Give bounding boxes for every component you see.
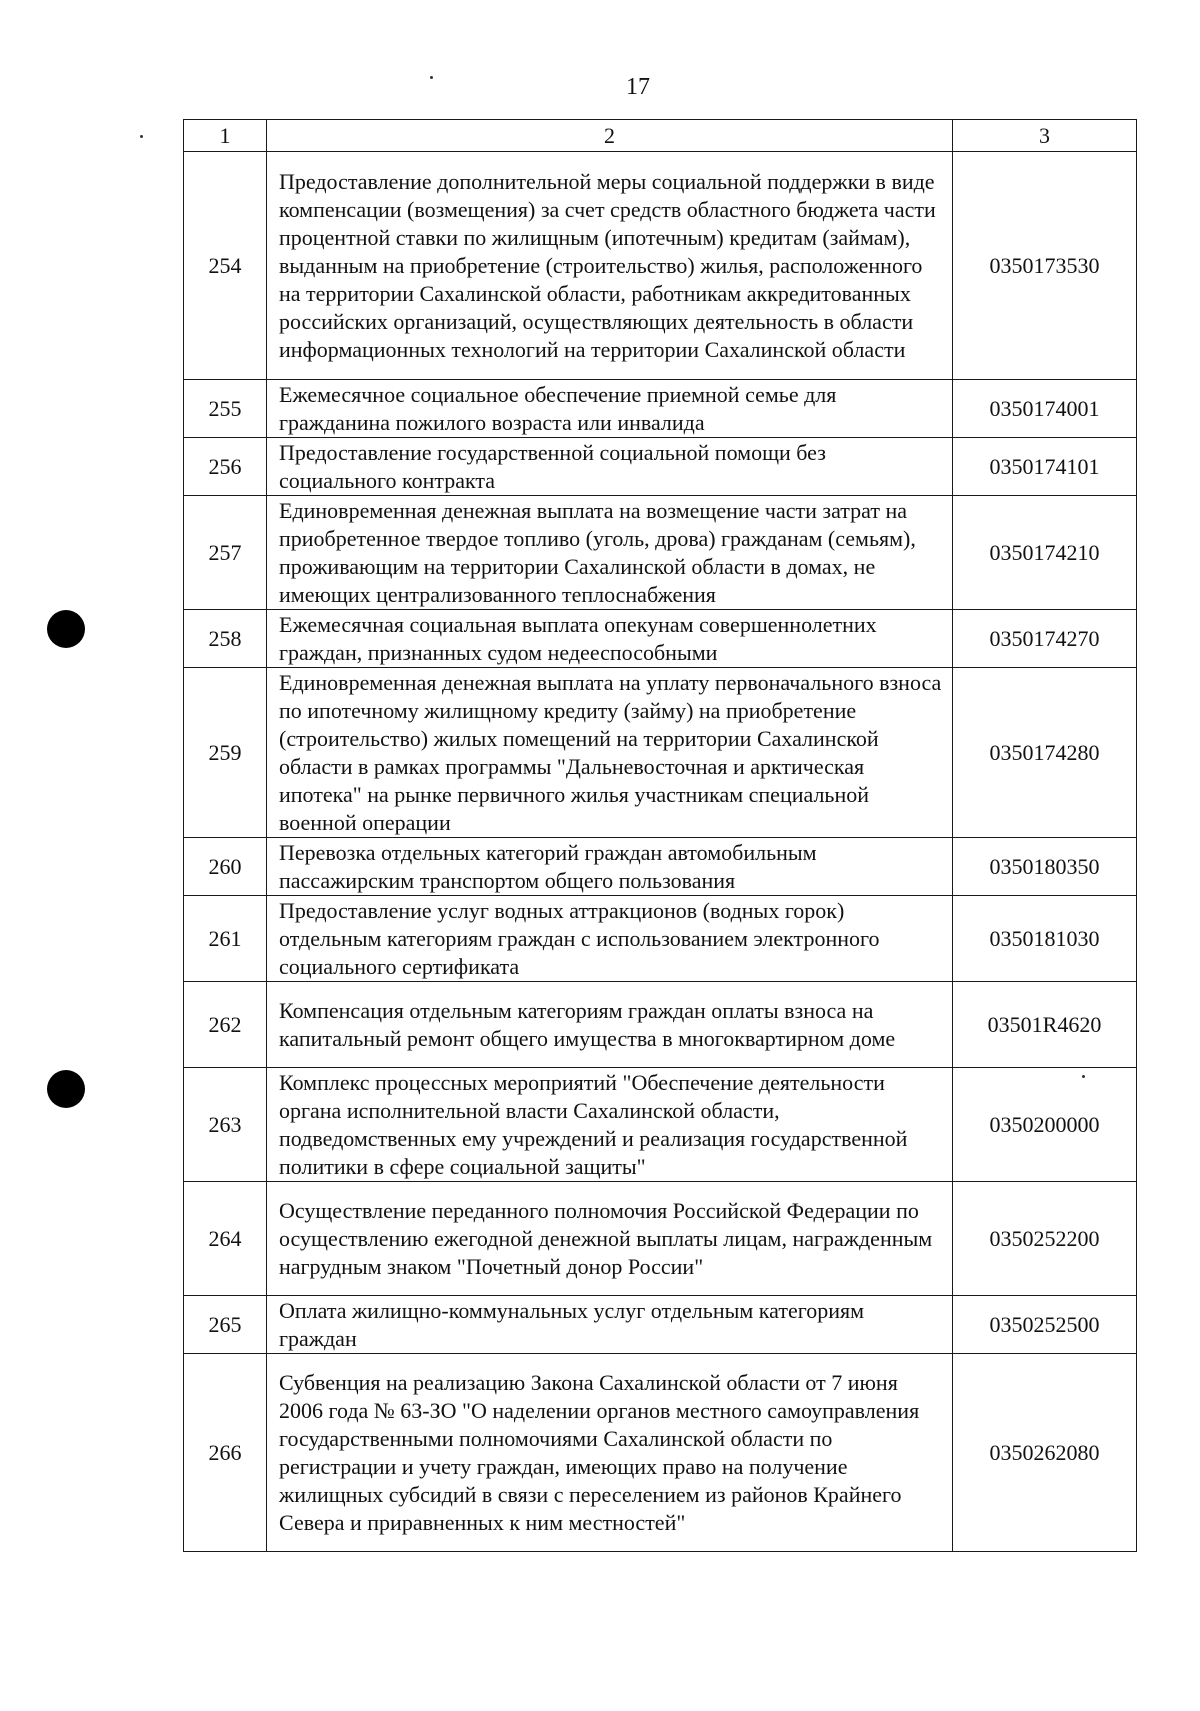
row-code: 0350174001: [953, 380, 1137, 438]
row-number: 254: [184, 152, 267, 380]
row-description: Ежемесячное социальное обеспечение приемной семье для гражданина пожилого возраста или инвалида: [267, 380, 953, 438]
column-header: 1: [184, 120, 267, 152]
scan-speck: [430, 76, 433, 79]
table-row: [184, 496, 1137, 610]
row-number: 263: [184, 1068, 267, 1182]
row-description: Предоставление услуг водных аттракционов (водных горок) отдельным категориям граждан с использованием электронного социального сертификата: [267, 896, 953, 982]
row-number: 261: [184, 896, 267, 982]
table-row: [184, 896, 1137, 982]
row-number: 256: [184, 438, 267, 496]
row-code: 0350200000: [953, 1068, 1137, 1182]
column-header: 2: [267, 120, 953, 152]
table-row: [184, 668, 1137, 838]
table-row: [184, 610, 1137, 668]
table-row: [184, 1354, 1137, 1552]
row-description: Ежемесячная социальная выплата опекунам совершеннолетних граждан, признанных судом недееспособными: [267, 610, 953, 668]
table-row: [184, 838, 1137, 896]
row-code: 0350262080: [953, 1354, 1137, 1552]
column-header: 3: [953, 120, 1137, 152]
codes-table: [183, 119, 1137, 1552]
row-code: 03501R4620: [953, 982, 1137, 1068]
row-description: Комплекс процессных мероприятий "Обеспечение деятельности органа исполнительной власти Сахалинской области, подведомственных ему учреждений и реализация государственной политики в сфере социальной защиты": [267, 1068, 953, 1182]
row-code: 0350181030: [953, 896, 1137, 982]
table-row: [184, 1068, 1137, 1182]
row-number: 265: [184, 1296, 267, 1354]
row-description: Осуществление переданного полномочия Российской Федерации по осуществлению ежегодной денежной выплаты лицам, награжденным нагрудным знаком "Почетный донор России": [267, 1182, 953, 1296]
row-number: 255: [184, 380, 267, 438]
row-description: Оплата жилищно-коммунальных услуг отдельным категориям граждан: [267, 1296, 953, 1354]
punch-hole: [47, 610, 85, 648]
row-number: 259: [184, 668, 267, 838]
table-header-row: [184, 120, 1137, 152]
row-number: 260: [184, 838, 267, 896]
table-row: [184, 1296, 1137, 1354]
row-code: 0350252500: [953, 1296, 1137, 1354]
row-number: 266: [184, 1354, 267, 1552]
row-code: 0350174280: [953, 668, 1137, 838]
row-code: 0350180350: [953, 838, 1137, 896]
punch-hole: [47, 1070, 85, 1108]
row-code: 0350174270: [953, 610, 1137, 668]
row-description: Предоставление государственной социальной помощи без социального контракта: [267, 438, 953, 496]
row-number: 258: [184, 610, 267, 668]
table-row: [184, 152, 1137, 380]
row-description: Единовременная денежная выплата на уплату первоначального взноса по ипотечному жилищному кредиту (займу) на приобретение (строительство) жилых помещений на территории Сахалинской области в рамках программы "Дальневосточная и арктическая ипотека" на рынке первичного жилья участникам специальной военной операции: [267, 668, 953, 838]
row-number: 262: [184, 982, 267, 1068]
row-number: 257: [184, 496, 267, 610]
table-row: [184, 380, 1137, 438]
row-description: Компенсация отдельным категориям граждан оплаты взноса на капитальный ремонт общего имущества в многоквартирном доме: [267, 982, 953, 1068]
row-code: 0350252200: [953, 1182, 1137, 1296]
row-code: 0350174210: [953, 496, 1137, 610]
row-code: 0350173530: [953, 152, 1137, 380]
row-description: Единовременная денежная выплата на возмещение части затрат на приобретенное твердое топливо (уголь, дрова) гражданам (семьям), проживающим на территории Сахалинской области в домах, не имеющих централизованного теплоснабжения: [267, 496, 953, 610]
table-row: [184, 982, 1137, 1068]
table-row: [184, 438, 1137, 496]
scan-speck: [140, 135, 143, 138]
row-description: Предоставление дополнительной меры социальной поддержки в виде компенсации (возмещения) за счет средств областного бюджета части процентной ставки по жилищным (ипотечным) кредитам (займам), выданным на приобретение (строительство) жилья, расположенного на территории Сахалинской области, работникам аккредитованных российских организаций, осуществляющих деятельность в области информационных технологий на территории Сахалинской области: [267, 152, 953, 380]
row-description: Субвенция на реализацию Закона Сахалинской области от 7 июня 2006 года № 63-ЗО "О наделении органов местного самоуправления государственными полномочиями Сахалинской области по регистрации и учету граждан, имеющих право на получение жилищных субсидий в связи с переселением из районов Крайнего Севера и приравненных к ним местностей": [267, 1354, 953, 1552]
row-description: Перевозка отдельных категорий граждан автомобильным пассажирским транспортом общего пользования: [267, 838, 953, 896]
table-row: [184, 1182, 1137, 1296]
page-number: 17: [626, 74, 650, 100]
row-code: 0350174101: [953, 438, 1137, 496]
row-number: 264: [184, 1182, 267, 1296]
